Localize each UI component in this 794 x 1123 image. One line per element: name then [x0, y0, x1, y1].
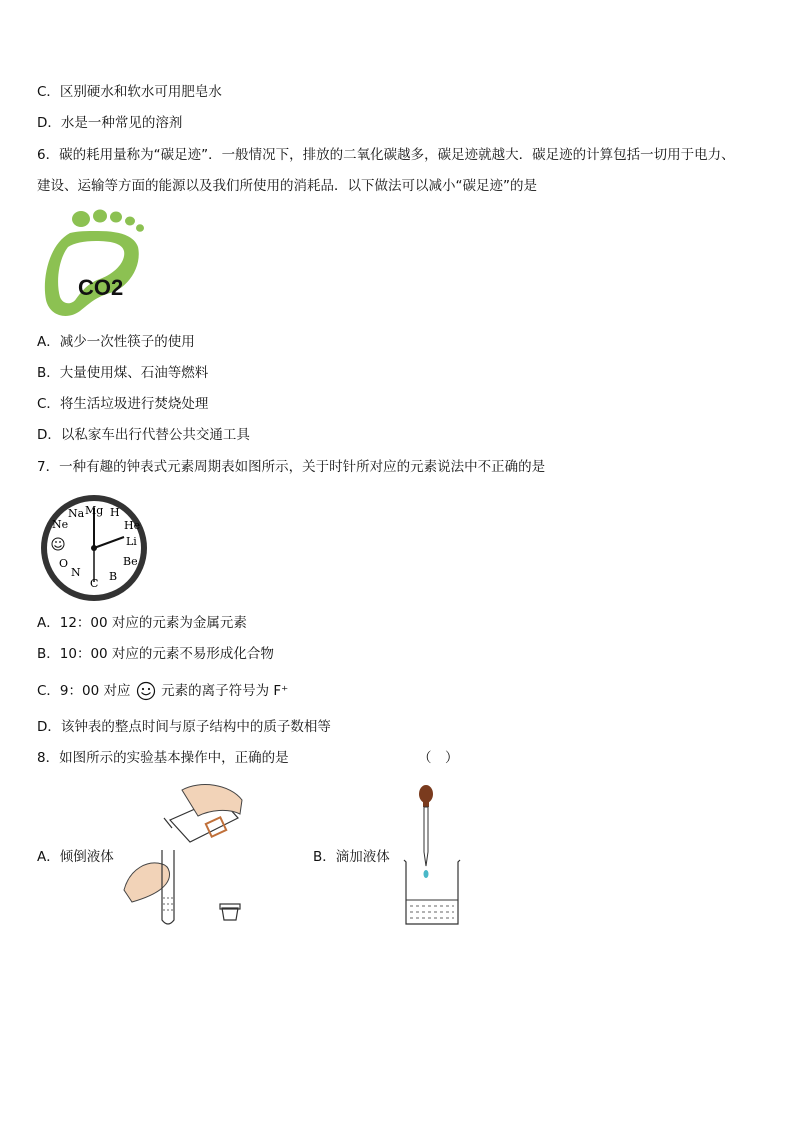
- clock-element-ne: Ne: [52, 518, 69, 531]
- q8-option-b: B．滴加液体: [313, 849, 390, 865]
- q7-option-c-prefix: C．9：00 对应: [37, 683, 131, 699]
- clock-element-na: Na: [68, 507, 85, 520]
- co2-label: CO2: [78, 275, 124, 300]
- q7-option-c: [37, 681, 288, 701]
- q8-answer-blank: （ ）: [418, 750, 459, 766]
- pouring-liquid-image: [120, 780, 250, 930]
- clock-element-h: H: [110, 506, 120, 519]
- q6-option-b: B．大量使用煤、石油等燃料: [37, 365, 209, 381]
- smiley-icon: [136, 681, 156, 701]
- q6-stem-line2: 建设、运输等方面的能源以及我们所使用的消耗品．以下做法可以减小“碳足迹”的是: [37, 178, 537, 194]
- q7-stem: 7．一种有趣的钟表式元素周期表如图所示，关于时针所对应的元素说法中不正确的是: [37, 459, 546, 475]
- clock-element-he: He: [124, 519, 141, 532]
- q6-option-a: A．减少一次性筷子的使用: [37, 334, 195, 350]
- q6-option-c: C．将生活垃圾进行焚烧处理: [37, 396, 209, 412]
- clock-element-b: B: [109, 570, 118, 583]
- q6-stem-line1: 6．碳的耗用量称为“碳足迹”．一般情况下，排放的二氧化碳越多，碳足迹就越大．碳足迹的计算包括一切用于电力、: [37, 147, 735, 163]
- clock-element-n: N: [71, 566, 81, 579]
- clock-element-mg: Mg: [85, 504, 104, 517]
- q7-option-a: A．12：00 对应的元素为金属元素: [37, 615, 247, 631]
- clock-element-c: C: [90, 577, 99, 590]
- carbon-footprint-image: [38, 205, 148, 320]
- clock-element-o: O: [59, 557, 69, 570]
- q6-option-d: D．以私家车出行代替公共交通工具: [37, 427, 250, 443]
- q5-option-d: D．水是一种常见的溶剂: [37, 115, 183, 131]
- clock-element-li: Li: [126, 535, 137, 548]
- element-clock-image: [38, 492, 150, 604]
- q7-option-c-suffix: 元素的离子符号为 F⁺: [161, 683, 289, 699]
- clock-element-be: Be: [123, 555, 138, 568]
- q7-option-b: B．10：00 对应的元素不易形成化合物: [37, 646, 274, 662]
- q8-option-a: A．倾倒液体: [37, 849, 114, 865]
- q5-option-c: C．区别硬水和软水可用肥皂水: [37, 84, 222, 100]
- q8-stem: 8．如图所示的实验基本操作中，正确的是: [37, 750, 289, 766]
- dropper-beaker-image: [396, 782, 468, 932]
- q7-option-d: D．该钟表的整点时间与原子结构中的质子数相等: [37, 719, 331, 735]
